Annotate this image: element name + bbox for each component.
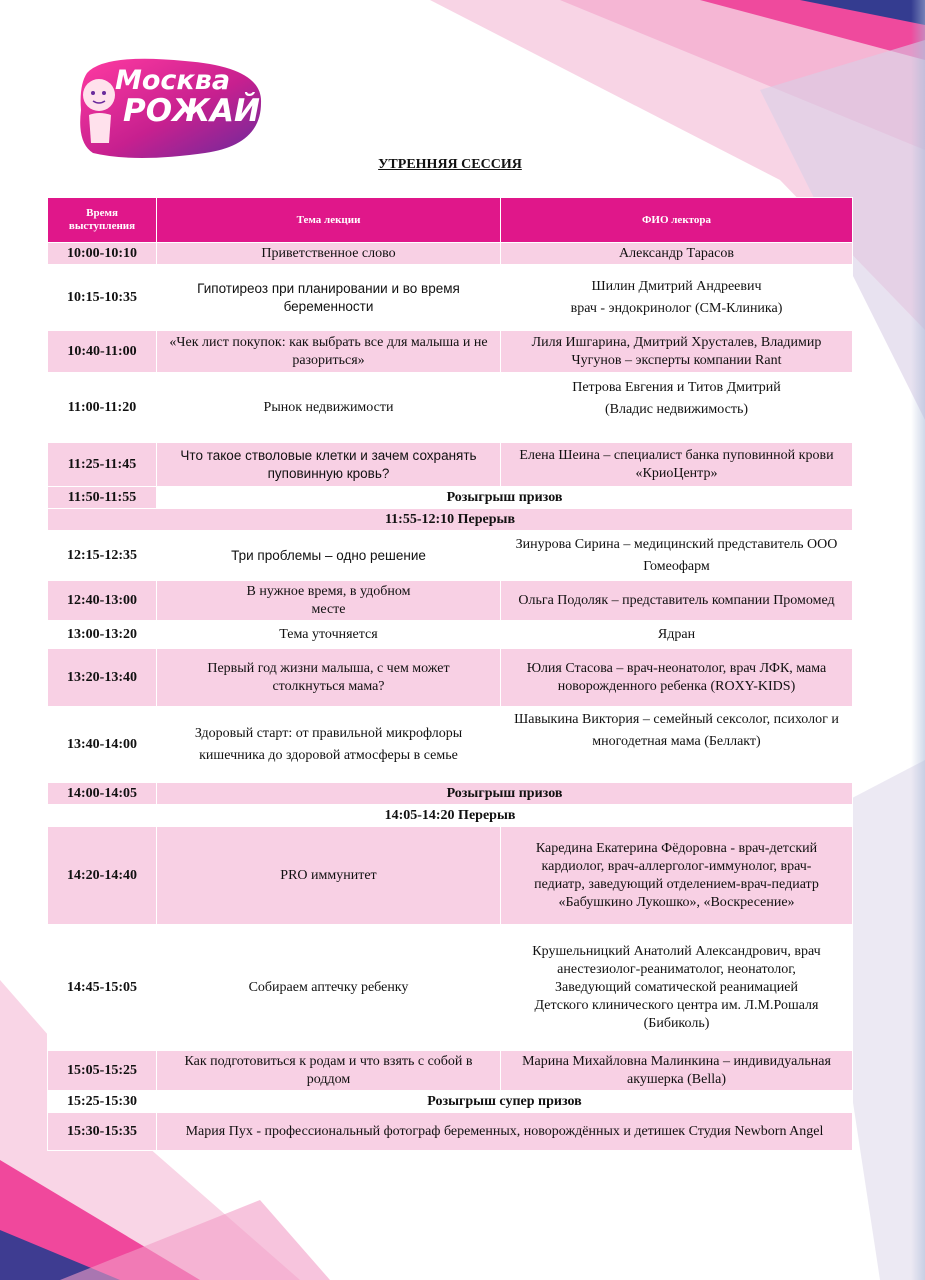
header-speaker: ФИО лектора (501, 198, 853, 243)
row-topic: Здоровый старт: от правильной микрофлоры кишечника до здоровой атмосферы в семье (157, 707, 501, 783)
table-row (48, 1113, 853, 1151)
row-topic: Приветственное слово (157, 243, 501, 265)
table-row (48, 265, 853, 331)
table-row (48, 373, 853, 443)
row-prize-draw: Розыгрыш призов (157, 487, 853, 509)
row-speaker: Лиля Ишгарина, Дмитрий Хрусталев, Владимир Чугунов – эксперты компании Rant (501, 331, 853, 373)
row-topic: Гипотиреоз при планировании и во время беременности (157, 265, 501, 331)
row-time: 14:20-14:40 (48, 827, 157, 925)
row-time: 10:15-10:35 (48, 265, 157, 331)
row-topic: «Чек лист покупок: как выбрать все для малыша и не разориться» (157, 331, 501, 373)
table-row (48, 581, 853, 621)
logo-line2: РОЖАЙ (123, 93, 260, 129)
row-speaker: Зинурова Сирина – медицинский представитель ООО Гомеофарм (501, 531, 853, 581)
row-speaker: Елена Шеина – специалист банка пуповинной крови «КриоЦентр» (501, 443, 853, 487)
row-speaker: Александр Тарасов (501, 243, 853, 265)
table-row (48, 621, 853, 649)
row-topic: Три проблемы – одно решение (157, 531, 501, 581)
logo (75, 55, 265, 165)
row-time: 15:05-15:25 (48, 1051, 157, 1091)
table-row (48, 509, 853, 531)
row-break: 11:55-12:10 Перерыв (48, 509, 853, 531)
row-time: 10:40-11:00 (48, 331, 157, 373)
table-row (48, 243, 853, 265)
row-topic: Собираем аптечку ребенку (157, 925, 501, 1051)
row-speaker: Шилин Дмитрий Андреевич врач - эндокринолог (СМ-Клиника) (501, 265, 853, 331)
row-topic: В нужное время, в удобном месте (157, 581, 501, 621)
header-time: Время выступления (48, 198, 157, 243)
row-time: 15:30-15:35 (48, 1113, 157, 1151)
table-row (48, 487, 853, 509)
table-row (48, 1051, 853, 1091)
row-prize-draw: Розыгрыш призов (157, 783, 853, 805)
logo-text (115, 67, 260, 127)
table-row (48, 443, 853, 487)
row-topic: Рынок недвижимости (157, 373, 501, 443)
table-row (48, 331, 853, 373)
row-topic: Что такое стволовые клетки и зачем сохранять пуповинную кровь? (157, 443, 501, 487)
row-time: 15:25-15:30 (48, 1091, 157, 1113)
row-time: 12:15-12:35 (48, 531, 157, 581)
header-topic: Тема лекции (157, 198, 501, 243)
row-speaker: Петрова Евгения и Титов Дмитрий (Владис недвижимость) (501, 373, 853, 443)
row-speaker: Шавыкина Виктория – семейный сексолог, психолог и многодетная мама (Беллакт) (501, 707, 853, 783)
row-speaker: Крушельницкий Анатолий Александрович, врач анестезиолог-реаниматолог, неонатолог, Заведующий соматической реанимацией Детского клинического центра им. Л.М.Рошаля (Бибиколь) (501, 925, 853, 1051)
row-time: 13:00-13:20 (48, 621, 157, 649)
table-row (48, 827, 853, 925)
row-time: 14:00-14:05 (48, 783, 157, 805)
table-row (48, 1091, 853, 1113)
row-speaker: Юлия Стасова – врач-неонатолог, врач ЛФК, мама новорожденного ребенка (ROXY-KIDS) (501, 649, 853, 707)
session-title: УТРЕННЯЯ СЕССИЯ (378, 157, 522, 172)
row-break: 14:05-14:20 Перерыв (48, 805, 853, 827)
row-speaker: Ядран (501, 621, 853, 649)
table-row (48, 707, 853, 783)
table-row (48, 649, 853, 707)
row-topic: Тема уточняется (157, 621, 501, 649)
row-time: 11:00-11:20 (48, 373, 157, 443)
page-edge-shadow (911, 0, 925, 1280)
row-merged: Мария Пух - профессиональный фотограф беременных, новорождённых и детишек Студия Newborn Angel (157, 1113, 853, 1151)
table-row (48, 925, 853, 1051)
schedule-table (47, 197, 853, 1151)
logo-line1: Москва (115, 65, 231, 96)
row-time: 13:40-14:00 (48, 707, 157, 783)
row-time: 11:50-11:55 (48, 487, 157, 509)
row-topic: Первый год жизни малыша, с чем может столкнуться мама? (157, 649, 501, 707)
row-speaker: Ольга Подоляк – представитель компании Промомед (501, 581, 853, 621)
table-header-row (48, 198, 853, 243)
row-topic: PRO иммунитет (157, 827, 501, 925)
row-time: 12:40-13:00 (48, 581, 157, 621)
table-row (48, 531, 853, 581)
row-speaker: Марина Михайловна Малинкина – индивидуальная акушерка (Bella) (501, 1051, 853, 1091)
row-time: 13:20-13:40 (48, 649, 157, 707)
table-row (48, 783, 853, 805)
table-row (48, 805, 853, 827)
row-prize-draw: Розыгрыш супер призов (157, 1091, 853, 1113)
row-time: 10:00-10:10 (48, 243, 157, 265)
row-time: 11:25-11:45 (48, 443, 157, 487)
row-time: 14:45-15:05 (48, 925, 157, 1051)
row-speaker: Карединa Екатерина Фёдоровна - врач-детский кардиолог, врач-аллерголог-иммунолог, врач-педиатр, заведующий отделением-врач-педиатр «Бабушкино Лукошко», «Воскресение» (501, 827, 853, 925)
row-topic: Как подготовиться к родам и что взять с собой в роддом (157, 1051, 501, 1091)
